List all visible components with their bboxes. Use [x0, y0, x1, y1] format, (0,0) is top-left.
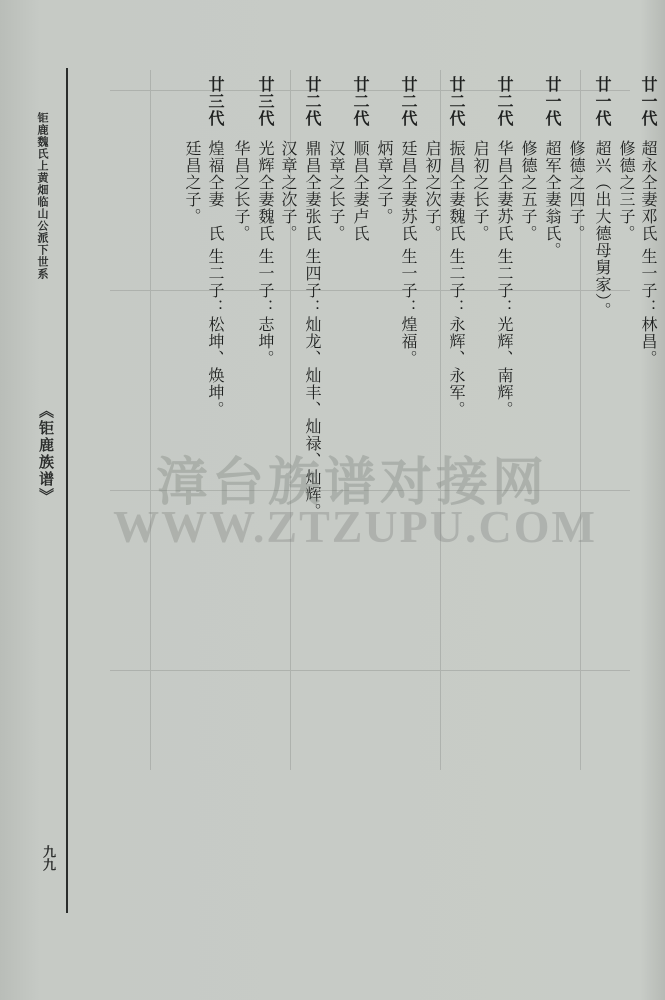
generation-label — [253, 76, 277, 127]
series-title: 钜鹿魏氏上黄畑临山公派下世系 — [36, 112, 49, 280]
entry-text: 顺昌仝妻卢氏 — [351, 140, 370, 242]
entry-text: 修德之三子。 — [617, 140, 636, 242]
generation-label — [492, 76, 516, 127]
entry-text: 修德之四子。 — [567, 140, 586, 242]
generation-label-text: 廿三代 — [206, 76, 225, 127]
generation-label — [396, 76, 420, 127]
entry-text: 修德之五子。 — [519, 140, 538, 242]
entry-text: 煌福仝妻 氏 生二子：松坤、焕坤。 — [206, 140, 225, 419]
generation-label — [540, 76, 564, 127]
generation-label-text: 廿一代 — [639, 76, 658, 127]
generation-label — [203, 76, 227, 127]
watermark-text: 漳台族谱对接网 — [155, 452, 548, 513]
entry-text: 超军仝妻翁氏。 — [543, 140, 562, 259]
entry-text: 廷昌仝妻苏氏 生一子：煌福。 — [399, 140, 418, 368]
generation-label-text: 廿一代 — [593, 76, 612, 127]
generation-label-text: 廿二代 — [495, 76, 514, 127]
entry-text: 廷昌之子。 — [183, 140, 202, 225]
book-title: 《钜鹿族谱》 — [37, 403, 55, 505]
entry-text: 启初之长子。 — [471, 140, 490, 242]
entry-text: 汉章之次子。 — [279, 140, 298, 242]
entry-text: 炳章之子。 — [375, 140, 394, 225]
page-number: 九九 — [40, 845, 55, 871]
entry-text: 启初之次子。 — [423, 140, 442, 242]
entry-text: 超兴（出大德母舅家）。 — [593, 140, 612, 319]
generation-label-text: 廿一代 — [543, 76, 562, 127]
generation-label-text: 廿三代 — [256, 76, 275, 127]
entry-text: 华昌之长子。 — [232, 140, 251, 242]
generation-label — [444, 76, 468, 127]
margin-rule — [66, 68, 68, 913]
generation-label — [300, 76, 324, 127]
generation-label — [590, 76, 614, 127]
generation-label-text: 廿二代 — [399, 76, 418, 127]
generation-label — [636, 76, 660, 127]
entry-text: 振昌仝妻魏氏 生二子：永辉、永军。 — [447, 140, 466, 419]
generation-label — [348, 76, 372, 127]
entry-text: 光辉仝妻魏氏 生一子：志坤。 — [256, 140, 275, 368]
entry-text: 华昌仝妻苏氏 生二子：光辉、南辉。 — [495, 140, 514, 419]
generation-label-text: 廿二代 — [447, 76, 466, 127]
entry-text: 超永仝妻邓氏 生一子：林昌。 — [639, 140, 658, 368]
watermark-url: WWW.ZTZUPU.COM — [113, 501, 597, 552]
entry-text: 鼎昌仝妻张氏 生四子：灿龙、灿丰、灿禄、灿辉。 — [303, 140, 322, 521]
entry-text: 汉章之长子。 — [327, 140, 346, 242]
generation-label-text: 廿二代 — [351, 76, 370, 127]
generation-label-text: 廿二代 — [303, 76, 322, 127]
